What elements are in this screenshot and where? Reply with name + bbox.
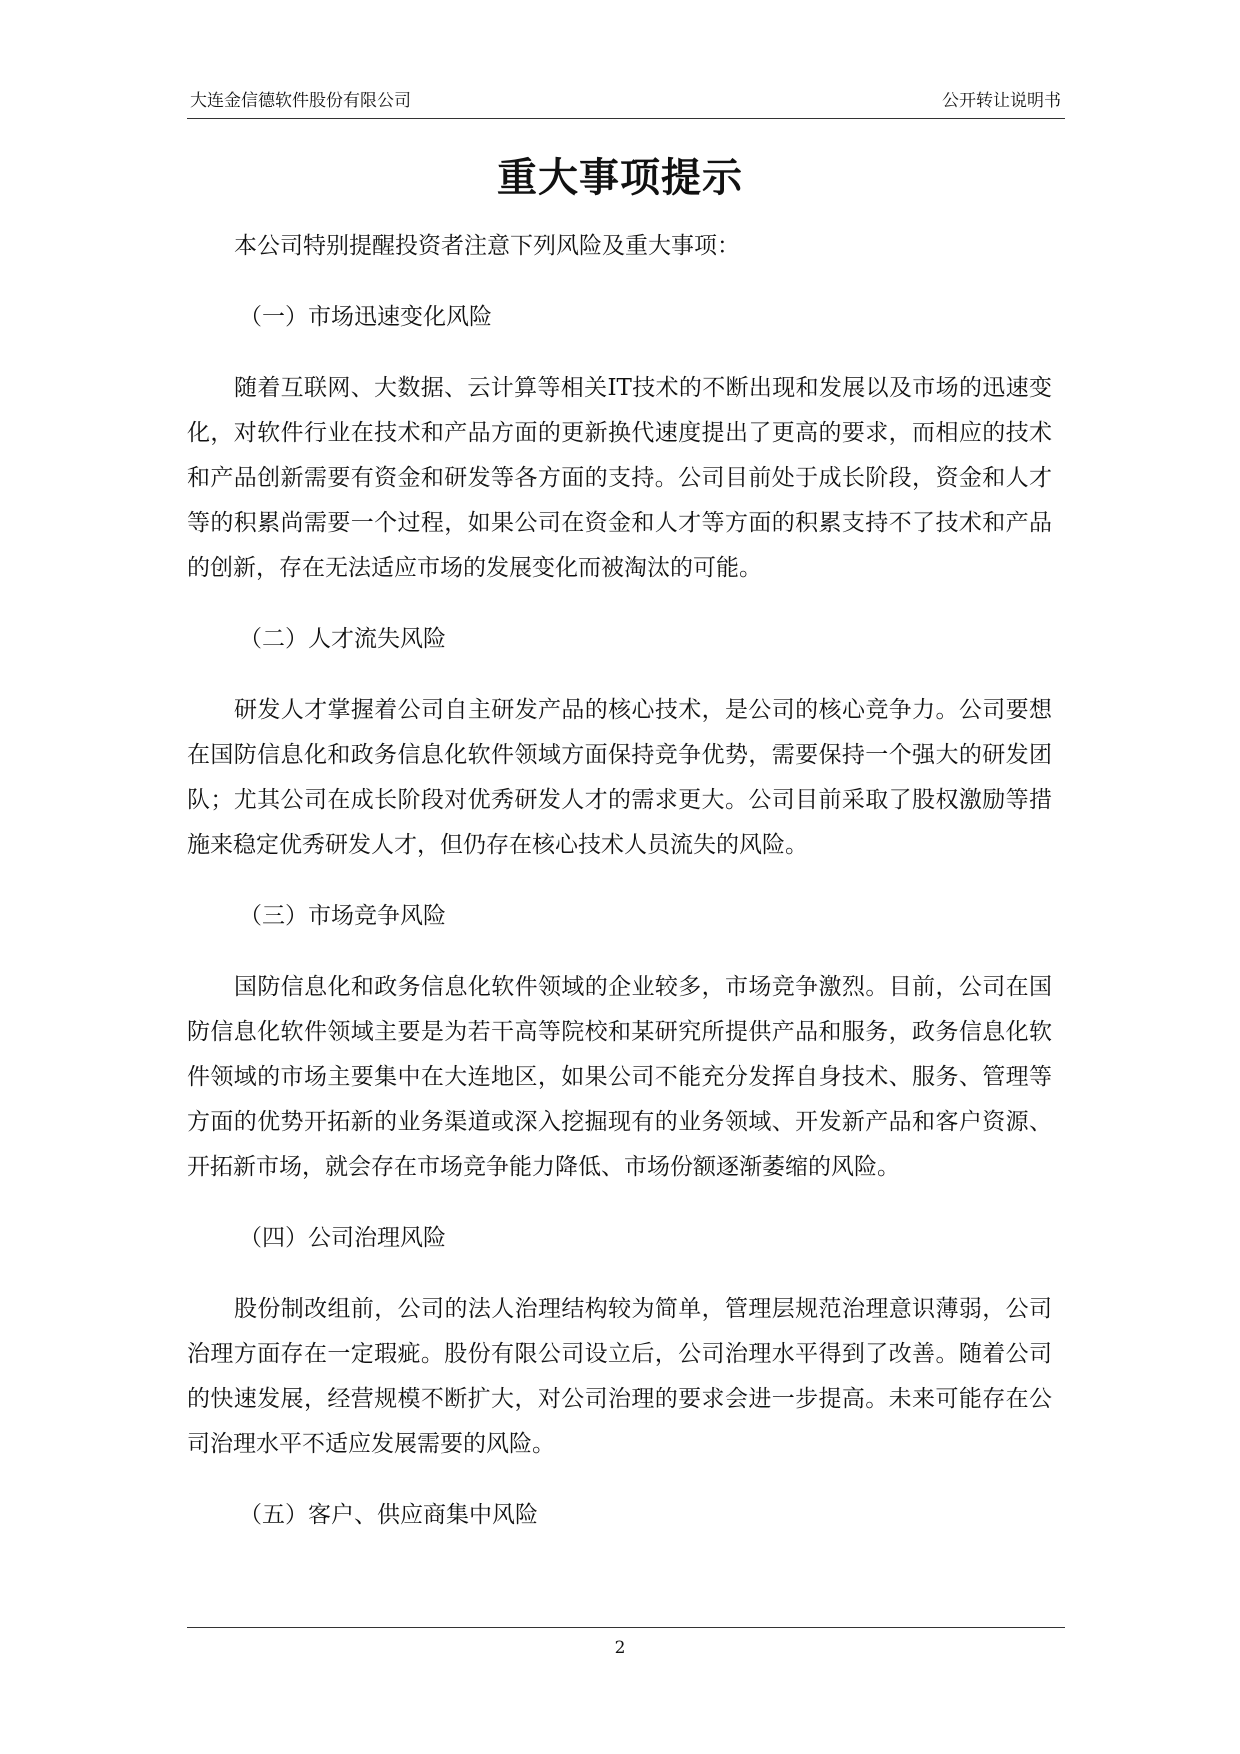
- section-body-2: 研发人才掌握着公司自主研发产品的核心技术，是公司的核心竞争力。公司要想在国防信息化和政务信息化软件领域方面保持竞争优势，需要保持一个强大的研发团队；尤其公司在成长阶段对优秀研发人才的需求更大。公司目前采取了股权激励等措施来稳定优秀研发人才，但仍存在核心技术人员流失的风险。: [187, 697, 1052, 858]
- page-header: [187, 86, 1065, 119]
- section-body-4: 股份制改组前，公司的法人治理结构较为简单，管理层规范治理意识薄弱，公司治理方面存在一定瑕疵。股份有限公司设立后，公司治理水平得到了改善。随着公司的快速发展，经营规模不断扩大，对公司治理的要求会进一步提高。未来可能存在公司治理水平不适应发展需要的风险。: [187, 1296, 1052, 1457]
- header-document-type: 公开转让说明书: [942, 91, 1061, 111]
- section-heading-4: （四）公司治理风险: [239, 1225, 446, 1251]
- section-body-1: 随着互联网、大数据、云计算等相关IT技术的不断出现和发展以及市场的迅速变化，对软件行业在技术和产品方面的更新换代速度提出了更高的要求，而相应的技术和产品创新需要有资金和研发等各方面的支持。公司目前处于成长阶段，资金和人才等的积累尚需要一个过程，如果公司在资金和人才等方面的积累支持不了技术和产品的创新，存在无法适应市场的发展变化而被淘汰的可能。: [187, 375, 1052, 581]
- document-body: [187, 224, 1052, 1564]
- page-title: 重大事项提示: [497, 155, 743, 201]
- section-body-3: 国防信息化和政务信息化软件领域的企业较多，市场竞争激烈。目前，公司在国防信息化软件领域主要是为若干高等院校和某研究所提供产品和服务，政务信息化软件领域的市场主要集中在大连地区，如果公司不能充分发挥自身技术、服务、管理等方面的优势开拓新的业务渠道或深入挖掘现有的业务领域、开发新产品和客户资源、开拓新市场，就会存在市场竞争能力降低、市场份额逐渐萎缩的风险。: [187, 974, 1052, 1180]
- intro-paragraph: 本公司特别提醒投资者注意下列风险及重大事项：: [234, 233, 740, 259]
- section-heading-5: （五）客户、供应商集中风险: [239, 1502, 538, 1528]
- section-heading-1: （一）市场迅速变化风险: [239, 304, 492, 330]
- section-heading-3: （三）市场竞争风险: [239, 903, 446, 929]
- header-company-name: 大连金信德软件股份有限公司: [190, 91, 411, 111]
- section-heading-2: （二）人才流失风险: [239, 626, 446, 652]
- page-number: 2: [614, 1638, 626, 1658]
- footer-divider: [187, 1627, 1065, 1628]
